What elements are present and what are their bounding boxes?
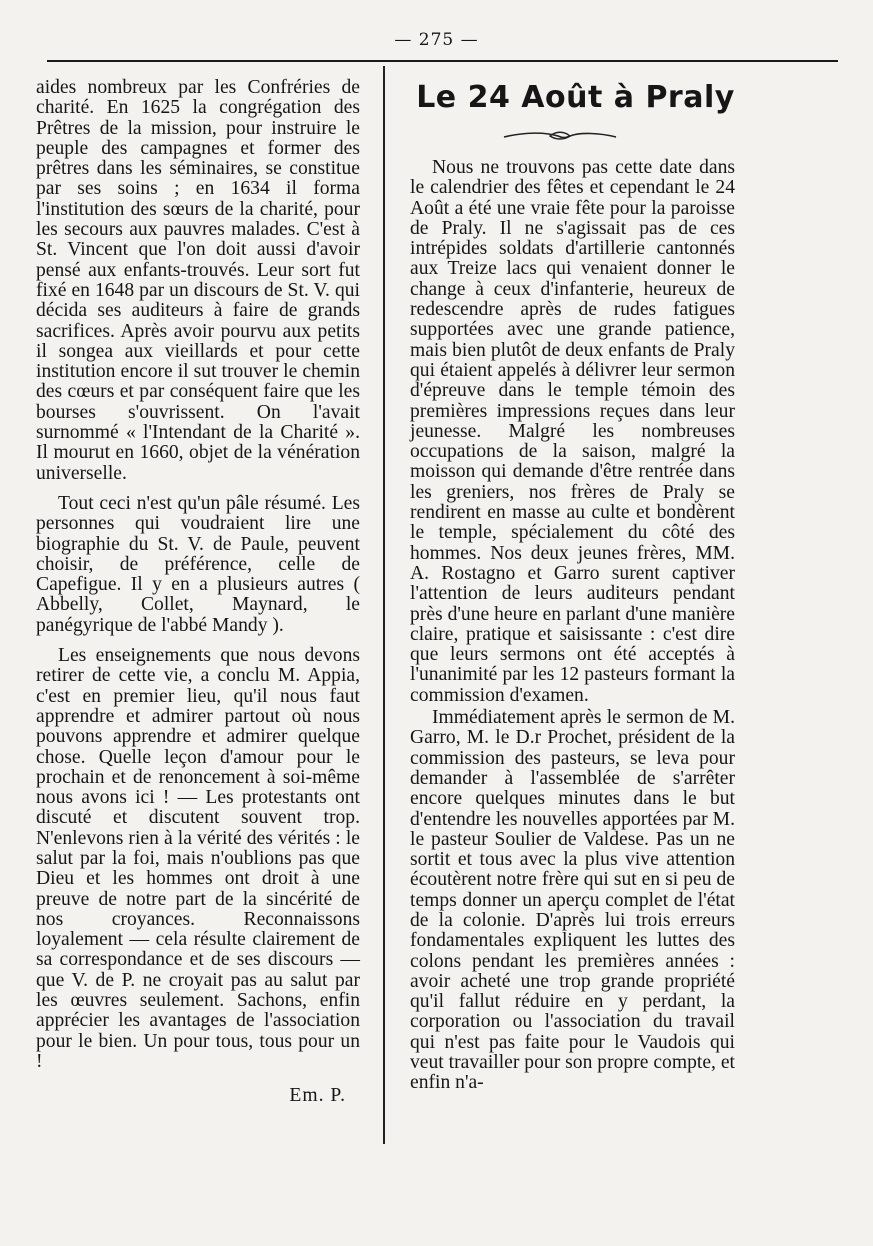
ornament-divider-icon [500, 128, 620, 144]
right-paragraph-1: Nous ne trouvons pas cette date dans le calendrier des fêtes et cependant le 24 Août a été une vraie fête pour la paroisse de Praly. Il ne s'agissait pas de ces intrépides soldats d'artillerie cantonnés aux Treize lacs qui venaient donner le change à ceux d'infanterie, heureux de redescendre après de rudes fatigues supportées avec une grande patience, mais bien plutôt de deux enfants de Praly qui étaient appelés à délivrer leur sermon d'épreuve dans le temple témoin des premières impressions reçues dans leur jeunesse. Malgré les nombreuses occupations de la saison, malgré la moisson qui demande d'être rentrée dans les greniers, nos frères de Praly se rendirent en masse au culte et bondèrent le temple, spécialement du côté des hommes. Nos deux jeunes frères, MM. A. Rostagno et Garro surent captiver l'attention de leurs auditeurs pendant près d'une heure en parlant d'une manière claire, pratique et saisissante : c'est dire que leurs sermons ont été acceptés à l'unanimité par les 12 pasteurs formant la commission d'examen. [410, 157, 735, 706]
page-number: — 275 — [394, 30, 479, 50]
header-rule [47, 60, 838, 62]
right-paragraph-2: Immédiatement après le sermon de M. Garro, M. le D.r Prochet, président de la commission des pasteurs, se leva pour demander à l'assemblée de s'arrêter encore quelques minutes dans le but d'entendre les nouvelles apportées par M. le pasteur Soulier de Valdese. Pas un ne sortit et tous avec la plus vive attention écoutèrent notre frère qui sut en si peu de temps donner un aperçu complet de l'état de la colonie. D'après lui trois erreurs fondamentales expliquent les luttes des colons pendant les premières années : avoir acheté une trop grande propriété qu'il fallut réduire en y perdant, la corporation ou l'association du travail qui n'est pas faite pour le Vaudois qui veut travailler pour son propre compte, et enfin n'a- [410, 707, 735, 1094]
right-column [410, 158, 735, 1096]
author-signature: Em. P. [289, 1085, 346, 1107]
column-divider [383, 66, 385, 1144]
left-paragraph-1: aides nombreux par les Confréries de charité. En 1625 la congrégation des Prêtres de la mission, pour instruire le peuple des campagnes et former des prêtres dans les séminaires, se constitue par ses soins ; en 1634 il forma l'institution des sœurs de la charité, pour les secours aux pauvres malades. C'est à St. Vincent que l'on doit aussi d'avoir pensé aux enfants-trouvés. Leur sort fut fixé en 1648 par un discours de St. V. qui décida ses auditeurs à faire de grands sacrifices. Après avoir pourvu aux petits il songea aux vieillards et pour cette institution encore il sut trouver le chemin des cœurs et par conséquent faire que les bourses s'ouvrissent. On l'avait surnommé « l'Intendant de la Charité ». Il mourut en 1660, objet de la vénération universelle. [36, 77, 360, 484]
article-title: Le 24 Août à Praly [416, 80, 735, 115]
left-paragraph-2: Tout ceci n'est qu'un pâle résumé. Les personnes qui voudraient lire une biographie du St. V. de Paule, peuvent choisir, de préférence, celle de Capefigue. Il y en a plusieurs autres ( Abbelly, Collet, Maynard, le panégyrique de l'abbé Mandy ). [36, 492, 360, 636]
left-paragraph-3: Les enseignements que nous devons retirer de cette vie, a conclu M. Appia, c'est en premier lieu, qu'il nous faut apprendre et admirer partout où nous pouvons apprendre et admirer quelque chose. Quelle leçon d'amour pour le prochain et de renoncement à soi-même nous avons ici ! — Les protestants ont discuté et discutent souvent trop. N'enlevons rien à la vérité des vérités : le salut par la foi, mais n'oublions pas que Dieu et les hommes ont droit à une preuve de notre part de la sincérité de nos croyances. Reconnaissons loyalement — cela résulte clairement de sa correspondance et de ses discours — que V. de P. ne croyait pas au salut par les œuvres seulement. Sachons, enfin apprécier les avantages de l'association pour le bien. Un pour tous, tous pour un ! [36, 645, 360, 1072]
left-column [36, 78, 360, 1107]
